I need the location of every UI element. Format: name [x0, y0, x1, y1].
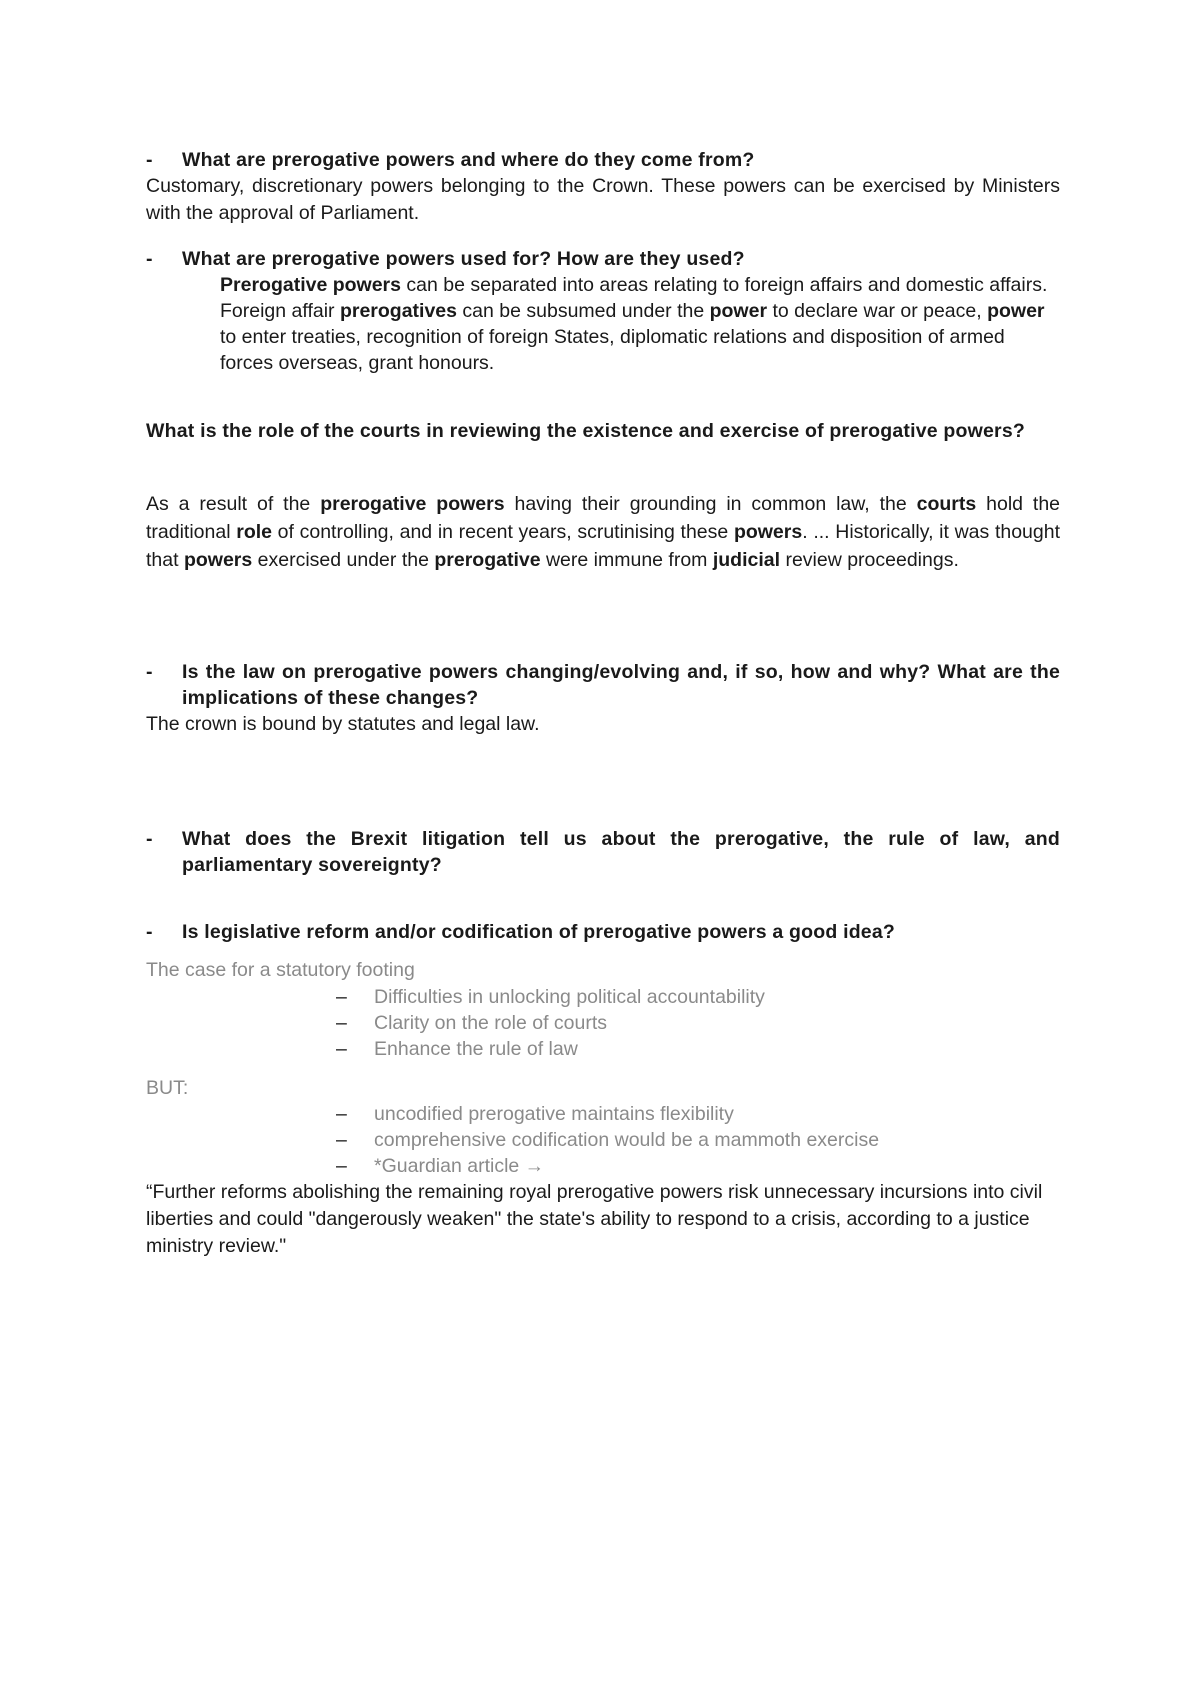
bold-term: prerogative	[434, 549, 541, 571]
dash-marker: –	[336, 1012, 347, 1034]
answer-text: to declare war or peace,	[767, 300, 988, 322]
list-item-text: comprehensive codification would be a mammoth exercise	[374, 1129, 880, 1151]
answer-text: of controlling, and in recent years, scrutinising these	[272, 521, 734, 543]
but-label: BUT:	[146, 1077, 189, 1099]
answer-courts	[146, 490, 1060, 574]
dash-marker: –	[336, 1129, 347, 1151]
question-text: What are prerogative powers used for? How are they used?	[182, 248, 745, 270]
question-text: What does the Brexit litigation tell us about the prerogative, the rule of law, and parliamentary sovereignty?	[182, 828, 1060, 876]
question-codification	[146, 919, 1060, 946]
dash-marker: –	[336, 1103, 347, 1125]
dash-marker: –	[336, 1038, 347, 1060]
bold-term: role	[236, 521, 272, 543]
list-item-text: *Guardian article →	[374, 1155, 545, 1177]
dash-marker: –	[336, 1155, 347, 1177]
bold-term: power	[709, 300, 768, 322]
list-item-text: Enhance the rule of law	[374, 1038, 578, 1060]
bold-term: powers	[733, 521, 803, 543]
question-text: Is the law on prerogative powers changing/evolving and, if so, how and why? What are the implications of these changes?	[182, 661, 1060, 709]
guardian-quote: “Further reforms abolishing the remaining royal prerogative powers risk unnecessary incursions into civil liberties and could "dangerously weaken" the state's ability to respond to a crisis, according to a justice ministry review."	[146, 1181, 1043, 1257]
answer-text: can be subsumed under the	[457, 300, 710, 322]
dash-marker: –	[336, 986, 347, 1008]
list-item	[336, 1036, 578, 1062]
list-item-text: uncodified prerogative maintains flexibility	[374, 1103, 734, 1125]
answer-text: As a result of the	[146, 493, 321, 515]
list-item-text: Clarity on the role of courts	[374, 1012, 608, 1034]
list-item	[336, 1153, 545, 1179]
question-text: Is legislative reform and/or codification of prerogative powers a good idea?	[182, 921, 896, 943]
list-item	[336, 984, 765, 1010]
list-item	[336, 1127, 880, 1153]
answer-text: to enter treaties, recognition of foreign States, diplomatic relations and disposition of armed forces overseas, grant honours.	[220, 326, 1005, 374]
question-usage	[146, 246, 1060, 273]
bold-term: prerogatives	[339, 300, 458, 322]
answer-text: can be separated into areas relating to foreign affairs and domestic affairs. Foreign affair	[220, 274, 1048, 322]
list-item	[336, 1010, 608, 1036]
bullet-marker: -	[146, 921, 153, 943]
bullet-marker: -	[146, 248, 153, 270]
bold-term: judicial	[712, 549, 781, 571]
bullet-marker: -	[146, 828, 153, 850]
question-origin	[146, 147, 1060, 174]
answer-evolving: The crown is bound by statutes and legal law.	[146, 713, 540, 735]
question-text: What are prerogative powers and where do they come from?	[182, 149, 755, 171]
question-evolving	[146, 659, 1060, 711]
bold-term: powers	[183, 549, 253, 571]
bold-term: courts	[916, 493, 977, 515]
bold-term: Prerogative powers	[220, 274, 401, 296]
list-item-text: Difficulties in unlocking political accountability	[374, 986, 765, 1008]
case-heading: The case for a statutory footing	[146, 959, 415, 981]
answer-origin: Customary, discretionary powers belonging to the Crown. These powers can be exercised by Ministers with the approval of Parliament.	[146, 175, 1060, 224]
answer-text: were immune from	[540, 549, 713, 571]
list-item	[336, 1101, 734, 1127]
question-brexit	[146, 826, 1060, 878]
answer-text: having their grounding in common law, the	[504, 493, 917, 515]
answer-text: exercised under the	[252, 549, 435, 571]
answer-text: hold the traditional	[146, 493, 1061, 543]
answer-text: . ... Historically, it was thought that	[146, 521, 1061, 571]
bold-term: prerogative powers	[320, 493, 505, 515]
bullet-marker: -	[146, 661, 153, 683]
question-courts: What is the role of the courts in reviewing the existence and exercise of prerogative powers?	[146, 420, 1025, 442]
bullet-marker: -	[146, 149, 153, 171]
answer-usage	[220, 272, 1050, 376]
answer-text: review proceedings.	[780, 549, 959, 571]
bold-term: power	[987, 300, 1045, 322]
